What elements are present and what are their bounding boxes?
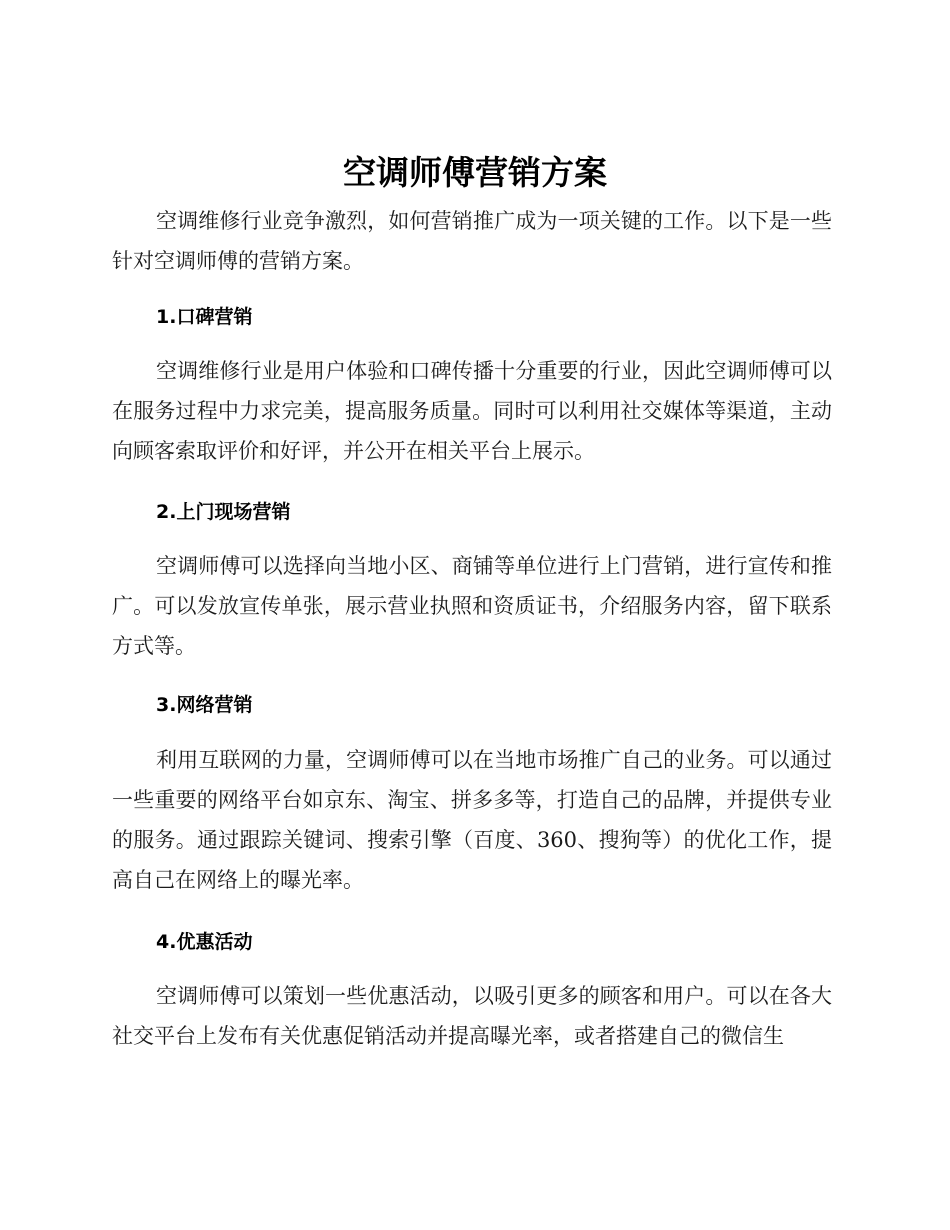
section-heading-promotions: 4.优惠活动: [156, 931, 253, 953]
section-body-word-of-mouth: 空调维修行业是用户体验和口碑传播十分重要的行业，因此空调师傅可以在服务过程中力求完美，提高服务质量。同时可以利用社交媒体等渠道，主动向顾客索取评价和好评，并公开在相关平台上展示。: [112, 359, 832, 463]
section-heading-online: 3.网络营销: [156, 694, 253, 716]
section-body-door-to-door: 空调师傅可以选择向当地小区、商铺等单位进行上门营销，进行宣传和推广。可以发放宣传单张，展示营业执照和资质证书，介绍服务内容，留下联系方式等。: [112, 554, 832, 658]
intro-paragraph: 空调维修行业竞争激烈，如何营销推广成为一项关键的工作。以下是一些针对空调师傅的营销方案。: [112, 209, 832, 273]
document-title: 空调师傅营销方案: [343, 153, 607, 192]
section-heading-door-to-door: 2.上门现场营销: [156, 501, 291, 523]
section-body-online: 利用互联网的力量，空调师傅可以在当地市场推广自己的业务。可以通过一些重要的网络平台如京东、淘宝、拼多多等，打造自己的品牌，并提供专业的服务。通过跟踪关键词、搜索引擎（百度、360、搜狗等）的优化工作，提高自己在网络上的曝光率。: [112, 748, 832, 892]
section-body-promotions: 空调师傅可以策划一些优惠活动，以吸引更多的顾客和用户。可以在各大社交平台上发布有关优惠促销活动并提高曝光率，或者搭建自己的微信生: [112, 984, 832, 1048]
section-heading-word-of-mouth: 1.口碑营销: [156, 306, 253, 328]
